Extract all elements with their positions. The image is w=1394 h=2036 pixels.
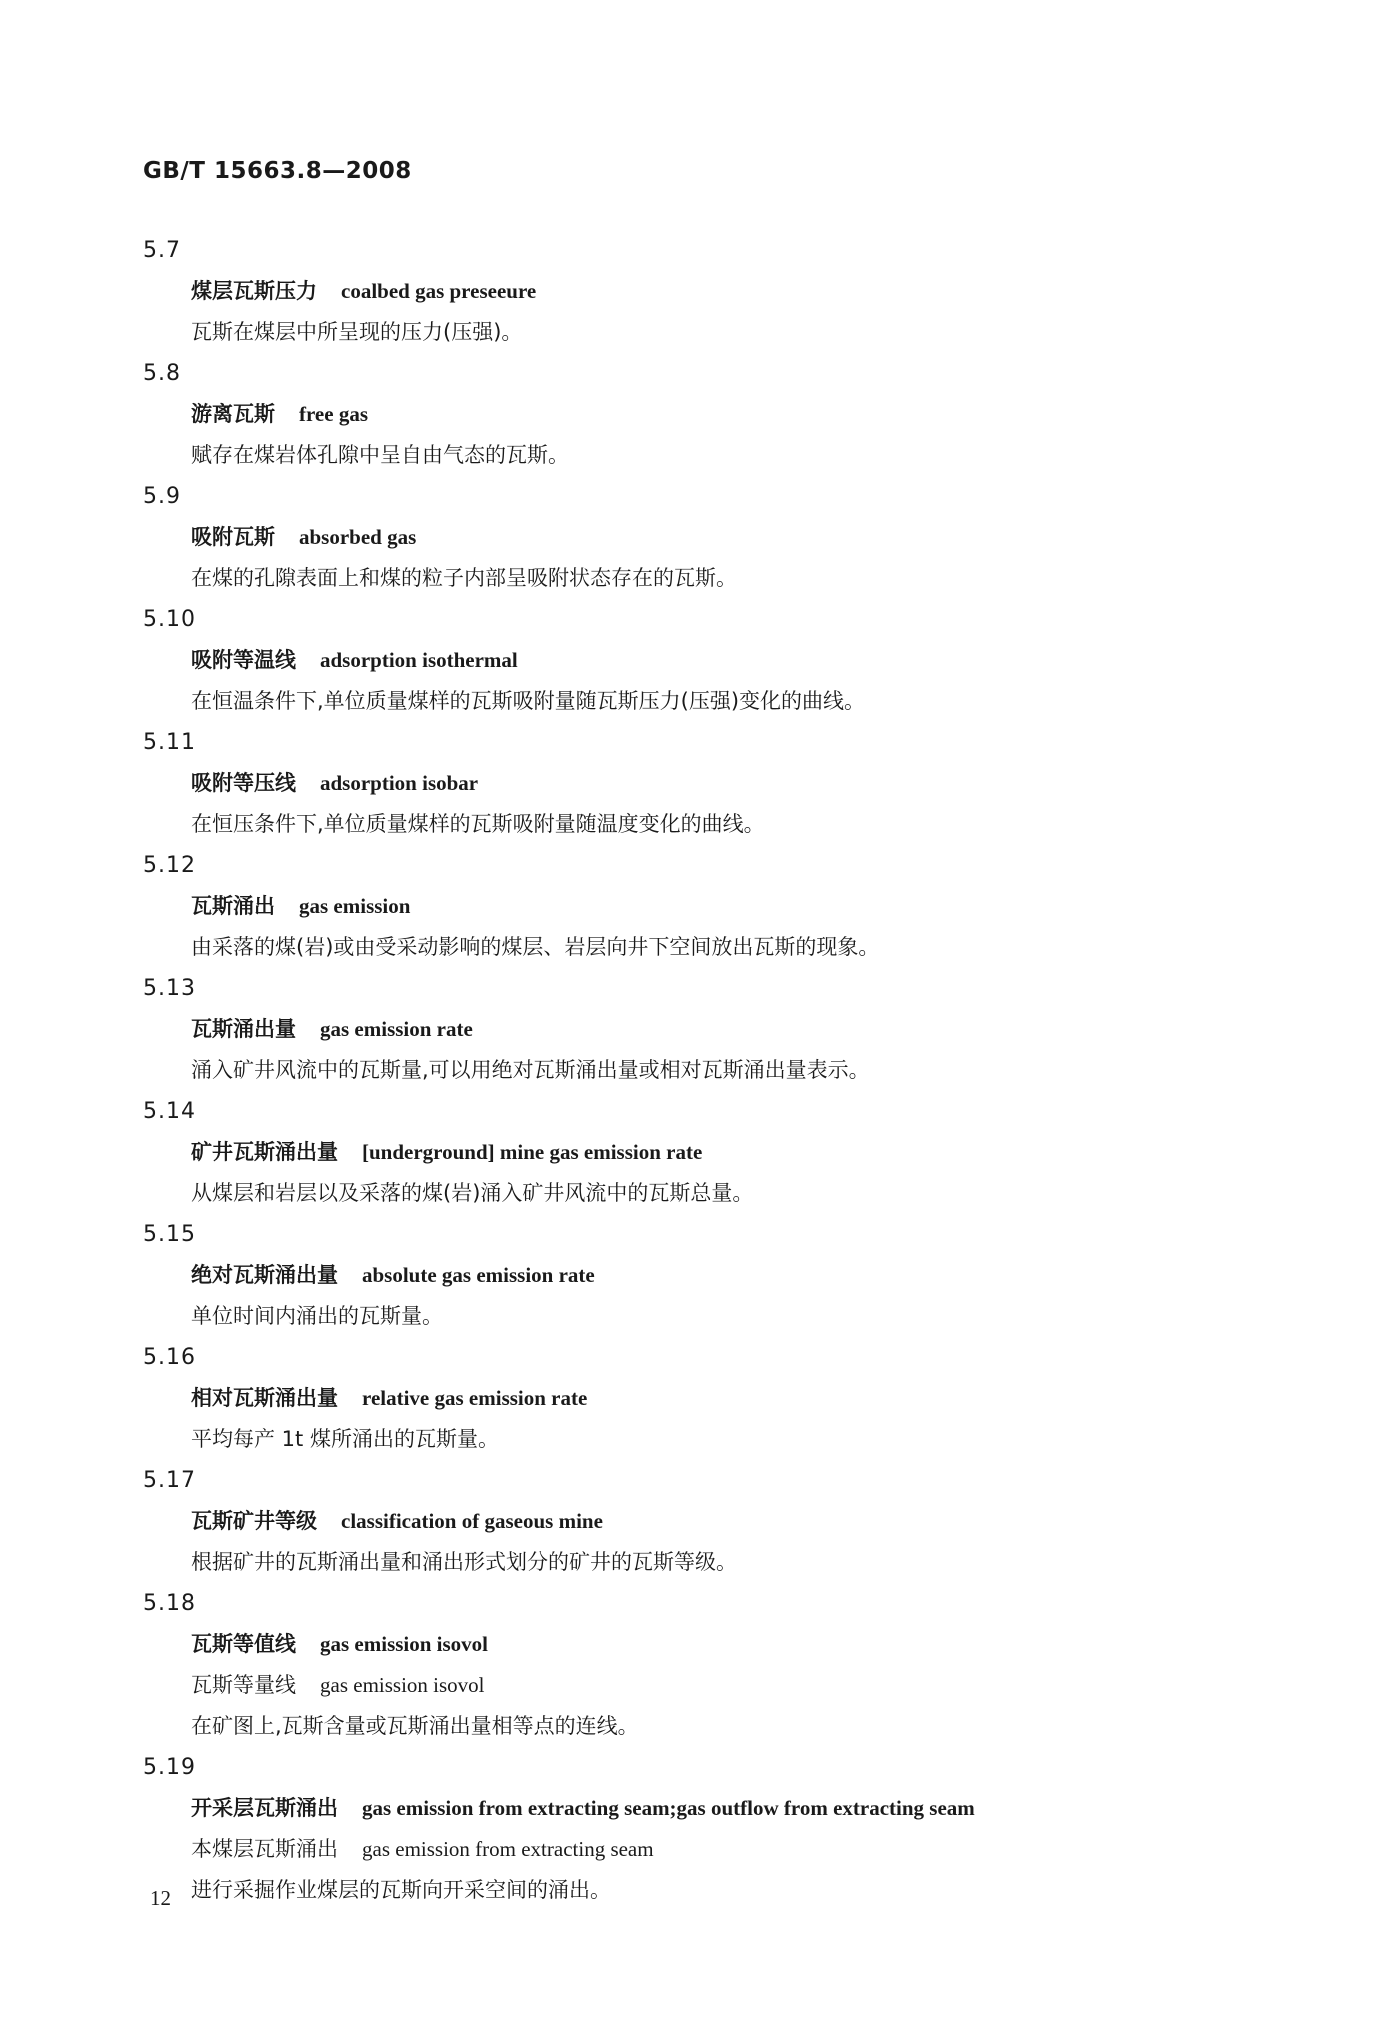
term-english: gas emission isovol — [320, 1632, 489, 1656]
term-line — [143, 1378, 1303, 1419]
term-english: classification of gaseous mine — [341, 1509, 603, 1533]
term-line — [143, 763, 1303, 804]
term-english: adsorption isothermal — [320, 648, 518, 672]
definition: 进行采掘作业煤层的瓦斯向开采空间的涌出。 — [191, 1878, 611, 1902]
term-chinese: 吸附等温线 — [191, 648, 296, 672]
term-line — [143, 1624, 1303, 1665]
synonym-chinese: 本煤层瓦斯涌出 — [191, 1837, 338, 1861]
term-chinese: 吸附等压线 — [191, 771, 296, 795]
term-english: gas emission — [299, 894, 411, 918]
term-entry — [143, 230, 1303, 353]
term-english: adsorption isobar — [320, 771, 479, 795]
clause-number: 5.12 — [143, 853, 196, 878]
page-number: 12 — [150, 1886, 171, 1910]
clause-number: 5.15 — [143, 1222, 196, 1247]
term-english: coalbed gas preseeure — [341, 279, 537, 303]
term-line — [143, 1132, 1303, 1173]
term-entry — [143, 1747, 1303, 1911]
term-english: gas emission from extracting seam;gas outflow from extracting seam — [362, 1796, 975, 1820]
term-chinese: 游离瓦斯 — [191, 402, 275, 426]
term-line — [143, 640, 1303, 681]
term-entry — [143, 476, 1303, 599]
clause-number: 5.9 — [143, 484, 181, 509]
term-entry — [143, 1583, 1303, 1747]
term-english: free gas — [299, 402, 368, 426]
clause-number: 5.14 — [143, 1099, 196, 1124]
term-entry — [143, 599, 1303, 722]
term-entry — [143, 968, 1303, 1091]
term-chinese: 瓦斯涌出 — [191, 894, 275, 918]
term-english: absolute gas emission rate — [362, 1263, 595, 1287]
term-line — [143, 1255, 1303, 1296]
clause-number: 5.13 — [143, 976, 196, 1001]
standard-code-header: GB/T 15663.8—2008 — [143, 158, 412, 184]
term-line — [143, 394, 1303, 435]
clause-number: 5.19 — [143, 1755, 196, 1780]
term-entry — [143, 1214, 1303, 1337]
term-chinese: 瓦斯矿井等级 — [191, 1509, 317, 1533]
term-line — [143, 271, 1303, 312]
synonym-line — [143, 1665, 1303, 1706]
clause-number: 5.7 — [143, 238, 181, 263]
term-entry — [143, 845, 1303, 968]
term-chinese: 瓦斯等值线 — [191, 1632, 296, 1656]
term-line — [143, 517, 1303, 558]
definition: 由采落的煤(岩)或由受采动影响的煤层、岩层向井下空间放出瓦斯的现象。 — [191, 935, 880, 959]
synonym-english: gas emission isovol — [320, 1673, 485, 1697]
definition: 平均每产 1t 煤所涌出的瓦斯量。 — [191, 1427, 499, 1451]
term-line — [143, 1009, 1303, 1050]
definition: 瓦斯在煤层中所呈现的压力(压强)。 — [191, 320, 523, 344]
term-entry — [143, 1460, 1303, 1583]
definition: 单位时间内涌出的瓦斯量。 — [191, 1304, 443, 1328]
term-entry — [143, 353, 1303, 476]
term-english: [underground] mine gas emission rate — [362, 1140, 703, 1164]
clause-number: 5.16 — [143, 1345, 196, 1370]
term-chinese: 绝对瓦斯涌出量 — [191, 1263, 338, 1287]
definition: 在恒压条件下,单位质量煤样的瓦斯吸附量随温度变化的曲线。 — [191, 812, 765, 836]
term-line — [143, 1501, 1303, 1542]
term-chinese: 相对瓦斯涌出量 — [191, 1386, 338, 1410]
clause-number: 5.10 — [143, 607, 196, 632]
synonym-line — [143, 1829, 1303, 1870]
term-english: absorbed gas — [299, 525, 417, 549]
term-english: gas emission rate — [320, 1017, 473, 1041]
definition: 在煤的孔隙表面上和煤的粒子内部呈吸附状态存在的瓦斯。 — [191, 566, 737, 590]
synonym-english: gas emission from extracting seam — [362, 1837, 654, 1861]
definition: 在矿图上,瓦斯含量或瓦斯涌出量相等点的连线。 — [191, 1714, 639, 1738]
definition: 赋存在煤岩体孔隙中呈自由气态的瓦斯。 — [191, 443, 569, 467]
definition: 从煤层和岩层以及采落的煤(岩)涌入矿井风流中的瓦斯总量。 — [191, 1181, 754, 1205]
term-chinese: 瓦斯涌出量 — [191, 1017, 296, 1041]
synonym-chinese: 瓦斯等量线 — [191, 1673, 296, 1697]
clause-number: 5.17 — [143, 1468, 196, 1493]
term-chinese: 煤层瓦斯压力 — [191, 279, 317, 303]
definition: 根据矿井的瓦斯涌出量和涌出形式划分的矿井的瓦斯等级。 — [191, 1550, 737, 1574]
term-line — [143, 1788, 1303, 1829]
clause-number: 5.8 — [143, 361, 181, 386]
definition: 涌入矿井风流中的瓦斯量,可以用绝对瓦斯涌出量或相对瓦斯涌出量表示。 — [191, 1058, 870, 1082]
clause-number: 5.11 — [143, 730, 196, 755]
term-chinese: 开采层瓦斯涌出 — [191, 1796, 338, 1820]
term-entry — [143, 1091, 1303, 1214]
term-line — [143, 886, 1303, 927]
term-english: relative gas emission rate — [362, 1386, 588, 1410]
clause-number: 5.18 — [143, 1591, 196, 1616]
term-chinese: 吸附瓦斯 — [191, 525, 275, 549]
definition: 在恒温条件下,单位质量煤样的瓦斯吸附量随瓦斯压力(压强)变化的曲线。 — [191, 689, 866, 713]
term-chinese: 矿井瓦斯涌出量 — [191, 1140, 338, 1164]
term-entry — [143, 722, 1303, 845]
term-list — [143, 230, 1303, 1911]
term-entry — [143, 1337, 1303, 1460]
